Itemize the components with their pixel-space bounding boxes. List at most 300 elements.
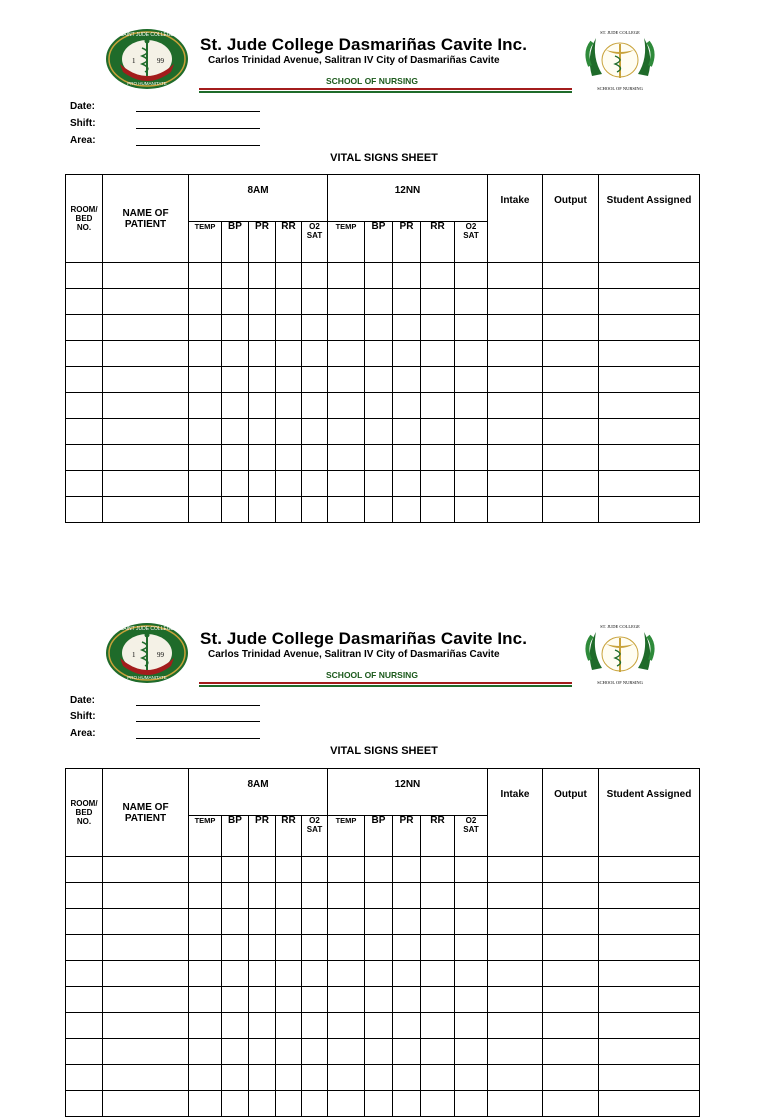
table-cell[interactable] bbox=[249, 367, 276, 393]
table-cell[interactable] bbox=[365, 341, 393, 367]
table-cell[interactable] bbox=[328, 315, 365, 341]
table-cell[interactable] bbox=[455, 961, 488, 987]
table-cell[interactable] bbox=[249, 315, 276, 341]
table-cell[interactable] bbox=[189, 263, 222, 289]
table-cell[interactable] bbox=[365, 1039, 393, 1065]
table-cell[interactable] bbox=[302, 393, 328, 419]
table-cell[interactable] bbox=[302, 1065, 328, 1091]
table-cell[interactable] bbox=[455, 471, 488, 497]
table-cell[interactable] bbox=[393, 367, 421, 393]
table-cell[interactable] bbox=[249, 497, 276, 523]
table-cell[interactable] bbox=[276, 497, 302, 523]
table-cell[interactable] bbox=[599, 471, 700, 497]
table-cell[interactable] bbox=[103, 961, 189, 987]
table-cell[interactable] bbox=[543, 857, 599, 883]
table-cell[interactable] bbox=[455, 1039, 488, 1065]
table-cell[interactable] bbox=[328, 987, 365, 1013]
table-cell[interactable] bbox=[249, 935, 276, 961]
table-cell[interactable] bbox=[328, 393, 365, 419]
table-cell[interactable] bbox=[488, 909, 543, 935]
table-cell[interactable] bbox=[189, 445, 222, 471]
table-cell[interactable] bbox=[365, 393, 393, 419]
table-cell[interactable] bbox=[488, 1013, 543, 1039]
table-cell[interactable] bbox=[455, 367, 488, 393]
table-cell[interactable] bbox=[302, 315, 328, 341]
table-cell[interactable] bbox=[66, 445, 103, 471]
table-cell[interactable] bbox=[393, 315, 421, 341]
table-cell[interactable] bbox=[488, 1091, 543, 1117]
table-cell[interactable] bbox=[455, 935, 488, 961]
table-cell[interactable] bbox=[365, 909, 393, 935]
table-cell[interactable] bbox=[249, 341, 276, 367]
table-cell[interactable] bbox=[543, 367, 599, 393]
table-cell[interactable] bbox=[393, 393, 421, 419]
table-cell[interactable] bbox=[599, 367, 700, 393]
table-cell[interactable] bbox=[189, 1065, 222, 1091]
table-cell[interactable] bbox=[599, 315, 700, 341]
table-cell[interactable] bbox=[421, 419, 455, 445]
table-cell[interactable] bbox=[276, 1039, 302, 1065]
area-blank[interactable] bbox=[136, 145, 260, 146]
table-cell[interactable] bbox=[103, 1039, 189, 1065]
table-cell[interactable] bbox=[421, 883, 455, 909]
table-cell[interactable] bbox=[365, 471, 393, 497]
table-cell[interactable] bbox=[455, 883, 488, 909]
table-cell[interactable] bbox=[488, 393, 543, 419]
table-cell[interactable] bbox=[103, 315, 189, 341]
table-cell[interactable] bbox=[543, 1065, 599, 1091]
table-cell[interactable] bbox=[543, 1039, 599, 1065]
table-cell[interactable] bbox=[222, 367, 249, 393]
table-cell[interactable] bbox=[222, 1091, 249, 1117]
table-cell[interactable] bbox=[393, 883, 421, 909]
table-cell[interactable] bbox=[488, 961, 543, 987]
table-cell[interactable] bbox=[599, 289, 700, 315]
table-cell[interactable] bbox=[276, 471, 302, 497]
table-cell[interactable] bbox=[455, 315, 488, 341]
table-cell[interactable] bbox=[222, 393, 249, 419]
table-cell[interactable] bbox=[421, 1039, 455, 1065]
table-cell[interactable] bbox=[328, 341, 365, 367]
table-cell[interactable] bbox=[543, 1013, 599, 1039]
table-cell[interactable] bbox=[189, 315, 222, 341]
table-cell[interactable] bbox=[302, 289, 328, 315]
table-cell[interactable] bbox=[276, 315, 302, 341]
table-cell[interactable] bbox=[328, 857, 365, 883]
table-cell[interactable] bbox=[66, 883, 103, 909]
table-cell[interactable] bbox=[249, 857, 276, 883]
table-cell[interactable] bbox=[599, 445, 700, 471]
table-cell[interactable] bbox=[599, 857, 700, 883]
table-cell[interactable] bbox=[365, 263, 393, 289]
table-cell[interactable] bbox=[393, 445, 421, 471]
table-cell[interactable] bbox=[365, 419, 393, 445]
table-cell[interactable] bbox=[222, 1039, 249, 1065]
table-cell[interactable] bbox=[488, 987, 543, 1013]
table-cell[interactable] bbox=[599, 1013, 700, 1039]
table-cell[interactable] bbox=[421, 857, 455, 883]
table-cell[interactable] bbox=[488, 445, 543, 471]
table-cell[interactable] bbox=[302, 857, 328, 883]
table-cell[interactable] bbox=[328, 419, 365, 445]
table-cell[interactable] bbox=[189, 961, 222, 987]
table-cell[interactable] bbox=[276, 909, 302, 935]
table-cell[interactable] bbox=[189, 367, 222, 393]
table-cell[interactable] bbox=[189, 1091, 222, 1117]
table-cell[interactable] bbox=[302, 987, 328, 1013]
table-cell[interactable] bbox=[421, 471, 455, 497]
table-cell[interactable] bbox=[222, 497, 249, 523]
table-cell[interactable] bbox=[393, 1091, 421, 1117]
table-cell[interactable] bbox=[222, 289, 249, 315]
table-cell[interactable] bbox=[189, 393, 222, 419]
table-cell[interactable] bbox=[365, 289, 393, 315]
table-cell[interactable] bbox=[543, 883, 599, 909]
table-cell[interactable] bbox=[455, 263, 488, 289]
table-cell[interactable] bbox=[103, 1013, 189, 1039]
table-cell[interactable] bbox=[599, 1065, 700, 1091]
table-cell[interactable] bbox=[222, 961, 249, 987]
table-cell[interactable] bbox=[488, 419, 543, 445]
table-cell[interactable] bbox=[222, 909, 249, 935]
table-cell[interactable] bbox=[276, 935, 302, 961]
table-cell[interactable] bbox=[543, 393, 599, 419]
table-cell[interactable] bbox=[66, 471, 103, 497]
table-cell[interactable] bbox=[249, 289, 276, 315]
table-cell[interactable] bbox=[66, 987, 103, 1013]
table-cell[interactable] bbox=[103, 471, 189, 497]
table-cell[interactable] bbox=[599, 393, 700, 419]
table-cell[interactable] bbox=[66, 263, 103, 289]
table-cell[interactable] bbox=[393, 1013, 421, 1039]
table-cell[interactable] bbox=[543, 987, 599, 1013]
table-cell[interactable] bbox=[328, 1013, 365, 1039]
table-cell[interactable] bbox=[365, 445, 393, 471]
table-cell[interactable] bbox=[249, 883, 276, 909]
table-cell[interactable] bbox=[393, 961, 421, 987]
table-cell[interactable] bbox=[365, 883, 393, 909]
table-cell[interactable] bbox=[222, 263, 249, 289]
table-cell[interactable] bbox=[276, 263, 302, 289]
table-cell[interactable] bbox=[328, 445, 365, 471]
table-cell[interactable] bbox=[543, 419, 599, 445]
table-cell[interactable] bbox=[421, 1065, 455, 1091]
table-cell[interactable] bbox=[276, 1091, 302, 1117]
table-cell[interactable] bbox=[421, 909, 455, 935]
table-cell[interactable] bbox=[222, 1013, 249, 1039]
table-cell[interactable] bbox=[222, 341, 249, 367]
table-cell[interactable] bbox=[276, 289, 302, 315]
table-cell[interactable] bbox=[249, 393, 276, 419]
table-cell[interactable] bbox=[249, 987, 276, 1013]
table-cell[interactable] bbox=[365, 987, 393, 1013]
table-cell[interactable] bbox=[543, 263, 599, 289]
table-cell[interactable] bbox=[276, 367, 302, 393]
table-cell[interactable] bbox=[222, 419, 249, 445]
table-cell[interactable] bbox=[276, 419, 302, 445]
table-cell[interactable] bbox=[365, 497, 393, 523]
table-cell[interactable] bbox=[189, 857, 222, 883]
table-cell[interactable] bbox=[66, 1091, 103, 1117]
table-cell[interactable] bbox=[302, 1013, 328, 1039]
table-cell[interactable] bbox=[189, 341, 222, 367]
table-cell[interactable] bbox=[421, 289, 455, 315]
table-cell[interactable] bbox=[421, 961, 455, 987]
table-cell[interactable] bbox=[365, 857, 393, 883]
table-cell[interactable] bbox=[222, 857, 249, 883]
table-cell[interactable] bbox=[488, 263, 543, 289]
table-cell[interactable] bbox=[543, 497, 599, 523]
table-cell[interactable] bbox=[222, 935, 249, 961]
table-cell[interactable] bbox=[66, 367, 103, 393]
table-cell[interactable] bbox=[455, 289, 488, 315]
table-cell[interactable] bbox=[276, 961, 302, 987]
table-cell[interactable] bbox=[393, 497, 421, 523]
table-cell[interactable] bbox=[103, 987, 189, 1013]
date-blank[interactable] bbox=[136, 705, 260, 706]
table-cell[interactable] bbox=[421, 341, 455, 367]
table-cell[interactable] bbox=[103, 393, 189, 419]
table-cell[interactable] bbox=[302, 497, 328, 523]
table-cell[interactable] bbox=[302, 445, 328, 471]
table-cell[interactable] bbox=[393, 471, 421, 497]
table-cell[interactable] bbox=[249, 961, 276, 987]
table-cell[interactable] bbox=[599, 909, 700, 935]
table-cell[interactable] bbox=[455, 341, 488, 367]
table-cell[interactable] bbox=[222, 883, 249, 909]
table-cell[interactable] bbox=[302, 909, 328, 935]
table-cell[interactable] bbox=[249, 1065, 276, 1091]
table-cell[interactable] bbox=[543, 289, 599, 315]
table-cell[interactable] bbox=[328, 961, 365, 987]
table-cell[interactable] bbox=[249, 419, 276, 445]
table-cell[interactable] bbox=[488, 857, 543, 883]
date-field[interactable] bbox=[70, 695, 136, 706]
table-cell[interactable] bbox=[189, 497, 222, 523]
table-cell[interactable] bbox=[488, 1039, 543, 1065]
table-cell[interactable] bbox=[365, 935, 393, 961]
table-cell[interactable] bbox=[393, 1039, 421, 1065]
date-blank[interactable] bbox=[136, 111, 260, 112]
table-cell[interactable] bbox=[393, 987, 421, 1013]
table-cell[interactable] bbox=[421, 1091, 455, 1117]
table-cell[interactable] bbox=[66, 1065, 103, 1091]
shift-blank[interactable] bbox=[136, 721, 260, 722]
table-cell[interactable] bbox=[365, 961, 393, 987]
table-cell[interactable] bbox=[488, 883, 543, 909]
table-cell[interactable] bbox=[103, 857, 189, 883]
shift-field[interactable] bbox=[70, 118, 136, 129]
table-cell[interactable] bbox=[455, 909, 488, 935]
table-cell[interactable] bbox=[222, 987, 249, 1013]
table-cell[interactable] bbox=[189, 289, 222, 315]
table-cell[interactable] bbox=[66, 1013, 103, 1039]
table-cell[interactable] bbox=[543, 471, 599, 497]
table-cell[interactable] bbox=[393, 341, 421, 367]
table-cell[interactable] bbox=[393, 263, 421, 289]
table-cell[interactable] bbox=[421, 393, 455, 419]
table-cell[interactable] bbox=[302, 961, 328, 987]
table-cell[interactable] bbox=[103, 289, 189, 315]
table-cell[interactable] bbox=[276, 393, 302, 419]
table-cell[interactable] bbox=[455, 857, 488, 883]
table-cell[interactable] bbox=[599, 935, 700, 961]
table-cell[interactable] bbox=[189, 987, 222, 1013]
table-cell[interactable] bbox=[328, 1039, 365, 1065]
table-cell[interactable] bbox=[421, 445, 455, 471]
table-cell[interactable] bbox=[66, 909, 103, 935]
table-cell[interactable] bbox=[302, 1091, 328, 1117]
table-cell[interactable] bbox=[189, 1039, 222, 1065]
table-cell[interactable] bbox=[599, 987, 700, 1013]
table-cell[interactable] bbox=[103, 1091, 189, 1117]
table-cell[interactable] bbox=[103, 497, 189, 523]
table-cell[interactable] bbox=[103, 1065, 189, 1091]
table-cell[interactable] bbox=[302, 367, 328, 393]
table-cell[interactable] bbox=[249, 445, 276, 471]
table-cell[interactable] bbox=[455, 445, 488, 471]
table-cell[interactable] bbox=[393, 419, 421, 445]
table-cell[interactable] bbox=[66, 393, 103, 419]
table-cell[interactable] bbox=[365, 315, 393, 341]
table-cell[interactable] bbox=[103, 445, 189, 471]
table-cell[interactable] bbox=[599, 1091, 700, 1117]
table-cell[interactable] bbox=[328, 935, 365, 961]
table-cell[interactable] bbox=[103, 263, 189, 289]
table-cell[interactable] bbox=[599, 883, 700, 909]
table-cell[interactable] bbox=[599, 419, 700, 445]
table-cell[interactable] bbox=[488, 341, 543, 367]
table-cell[interactable] bbox=[365, 367, 393, 393]
table-cell[interactable] bbox=[249, 263, 276, 289]
table-cell[interactable] bbox=[189, 1013, 222, 1039]
table-cell[interactable] bbox=[328, 1065, 365, 1091]
table-cell[interactable] bbox=[543, 935, 599, 961]
table-cell[interactable] bbox=[189, 883, 222, 909]
table-cell[interactable] bbox=[328, 497, 365, 523]
table-cell[interactable] bbox=[276, 883, 302, 909]
table-cell[interactable] bbox=[599, 341, 700, 367]
table-cell[interactable] bbox=[276, 857, 302, 883]
table-cell[interactable] bbox=[421, 935, 455, 961]
table-cell[interactable] bbox=[66, 315, 103, 341]
table-cell[interactable] bbox=[222, 471, 249, 497]
table-cell[interactable] bbox=[455, 419, 488, 445]
table-cell[interactable] bbox=[393, 909, 421, 935]
table-cell[interactable] bbox=[276, 1013, 302, 1039]
table-cell[interactable] bbox=[302, 263, 328, 289]
table-cell[interactable] bbox=[599, 497, 700, 523]
table-cell[interactable] bbox=[543, 1091, 599, 1117]
area-field[interactable] bbox=[70, 135, 136, 146]
table-cell[interactable] bbox=[103, 883, 189, 909]
table-cell[interactable] bbox=[249, 1013, 276, 1039]
table-cell[interactable] bbox=[66, 289, 103, 315]
table-cell[interactable] bbox=[66, 935, 103, 961]
table-cell[interactable] bbox=[393, 289, 421, 315]
table-cell[interactable] bbox=[103, 367, 189, 393]
shift-blank[interactable] bbox=[136, 128, 260, 129]
table-cell[interactable] bbox=[222, 315, 249, 341]
table-cell[interactable] bbox=[302, 883, 328, 909]
table-cell[interactable] bbox=[599, 263, 700, 289]
table-cell[interactable] bbox=[249, 909, 276, 935]
table-cell[interactable] bbox=[488, 1065, 543, 1091]
area-blank[interactable] bbox=[136, 738, 260, 739]
table-cell[interactable] bbox=[328, 289, 365, 315]
table-cell[interactable] bbox=[393, 1065, 421, 1091]
table-cell[interactable] bbox=[302, 471, 328, 497]
table-cell[interactable] bbox=[488, 497, 543, 523]
table-cell[interactable] bbox=[328, 367, 365, 393]
table-cell[interactable] bbox=[66, 497, 103, 523]
table-cell[interactable] bbox=[421, 1013, 455, 1039]
table-cell[interactable] bbox=[103, 419, 189, 445]
table-cell[interactable] bbox=[103, 341, 189, 367]
table-cell[interactable] bbox=[302, 1039, 328, 1065]
table-cell[interactable] bbox=[488, 367, 543, 393]
table-cell[interactable] bbox=[302, 935, 328, 961]
table-cell[interactable] bbox=[66, 1039, 103, 1065]
table-cell[interactable] bbox=[455, 497, 488, 523]
table-cell[interactable] bbox=[599, 961, 700, 987]
table-cell[interactable] bbox=[66, 341, 103, 367]
table-cell[interactable] bbox=[276, 987, 302, 1013]
table-cell[interactable] bbox=[276, 1065, 302, 1091]
table-cell[interactable] bbox=[365, 1091, 393, 1117]
table-cell[interactable] bbox=[328, 909, 365, 935]
table-cell[interactable] bbox=[421, 497, 455, 523]
table-cell[interactable] bbox=[189, 935, 222, 961]
table-cell[interactable] bbox=[421, 987, 455, 1013]
table-cell[interactable] bbox=[103, 935, 189, 961]
table-cell[interactable] bbox=[189, 419, 222, 445]
table-cell[interactable] bbox=[66, 857, 103, 883]
table-cell[interactable] bbox=[249, 471, 276, 497]
table-cell[interactable] bbox=[543, 909, 599, 935]
table-cell[interactable] bbox=[222, 445, 249, 471]
table-cell[interactable] bbox=[328, 471, 365, 497]
table-cell[interactable] bbox=[488, 289, 543, 315]
table-cell[interactable] bbox=[488, 471, 543, 497]
table-cell[interactable] bbox=[189, 909, 222, 935]
shift-field[interactable] bbox=[70, 711, 136, 722]
table-cell[interactable] bbox=[455, 987, 488, 1013]
table-cell[interactable] bbox=[189, 471, 222, 497]
table-cell[interactable] bbox=[365, 1013, 393, 1039]
table-cell[interactable] bbox=[249, 1091, 276, 1117]
table-cell[interactable] bbox=[365, 1065, 393, 1091]
table-cell[interactable] bbox=[276, 445, 302, 471]
table-cell[interactable] bbox=[328, 263, 365, 289]
table-cell[interactable] bbox=[328, 883, 365, 909]
table-cell[interactable] bbox=[543, 961, 599, 987]
table-cell[interactable] bbox=[276, 341, 302, 367]
table-cell[interactable] bbox=[393, 935, 421, 961]
table-cell[interactable] bbox=[222, 1065, 249, 1091]
table-cell[interactable] bbox=[488, 935, 543, 961]
table-cell[interactable] bbox=[543, 315, 599, 341]
table-cell[interactable] bbox=[455, 1065, 488, 1091]
table-cell[interactable] bbox=[328, 1091, 365, 1117]
table-cell[interactable] bbox=[421, 367, 455, 393]
table-cell[interactable] bbox=[455, 1013, 488, 1039]
table-cell[interactable] bbox=[66, 961, 103, 987]
table-cell[interactable] bbox=[599, 1039, 700, 1065]
table-cell[interactable] bbox=[543, 341, 599, 367]
table-cell[interactable] bbox=[393, 857, 421, 883]
date-field[interactable] bbox=[70, 101, 136, 112]
